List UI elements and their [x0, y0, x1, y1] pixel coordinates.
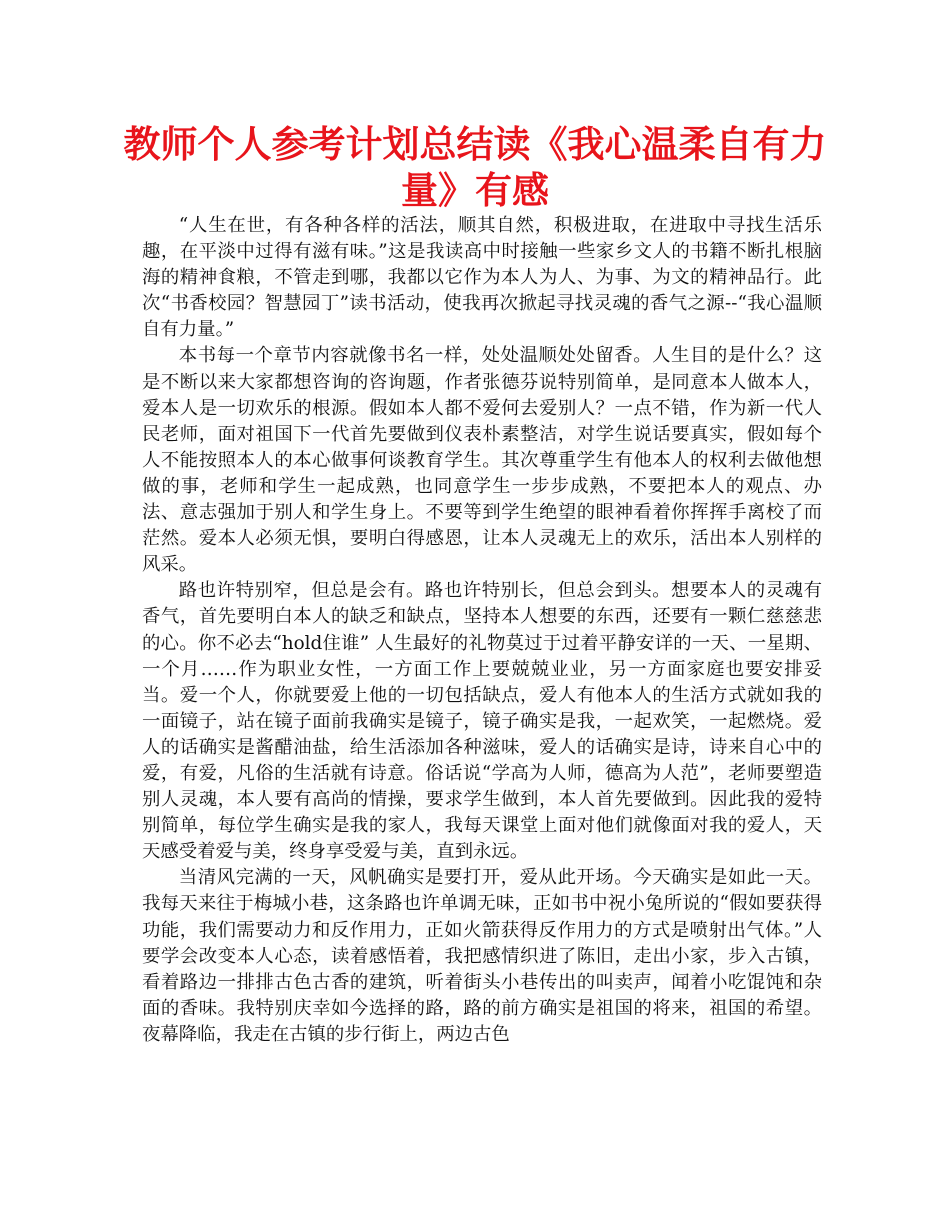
document-body — [142, 213, 822, 1048]
paragraph-2: 本书每一个章节内容就像书名一样，处处温顺处处留香。人生目的是什么？这是不断以来大家都想咨询的咨询题，作者张德芬说特别简单，是同意本人做本人，爱本人是一切欢乐的根源。假如本人都不爱何去爱别人？一点不错，作为新一代人民老师，面对祖国下一代首先要做到仪表朴素整洁，对学生说话要真实，假如每个人不能按照本人的本心做事何谈教育学生。其次尊重学生有他本人的权利去做他想做的事，老师和学生一起成熟，也同意学生一步步成熟，不要把本人的观点、办法、意志强加于别人和学生身上。不要等到学生绝望的眼神看着你挥挥手离校了而茫然。爱本人必须无惧，要明白得感恩，让本人灵魂无上的欢乐，活出本人别样的风采。 — [142, 345, 822, 576]
paragraph-1: “人生在世，有各种各样的活法，顺其自然，积极进取，在进取中寻找生活乐趣，在平淡中过得有滋有味。”这是我读高中时接触一些家乡文人的书籍不断扎根脑海的精神食粮，不管走到哪，我都以它作为本人为人、为事、为文的精神品行。此次“书香校园？智慧园丁”读书活动，使我再次掀起寻找灵魂的香气之源--“我心温顺自有力量。” — [142, 215, 822, 341]
document-title: 教师个人参考计划总结读《我心温柔自有力量》有感 — [123, 123, 827, 212]
paragraph-3: 路也许特别窄，但总是会有。路也许特别长，但总会到头。想要本人的灵魂有香气，首先要明白本人的缺乏和缺点，坚持本人想要的东西，还要有一颗仁慈慈悲的心。你不必去“hold住谁” 人生最好的礼物莫过于过着平静安详的一天、一星期、一个月……作为职业女性，一方面工作上要兢兢业业，另一方面家庭也要安排妥当。爱一个人，你就要爱上他的一切包括缺点，爱人有他本人的生活方式就如我的一面镜子，站在镜子面前我确实是镜子，镜子确实是我，一起欢笑，一起燃烧。爱人的话确实是酱醋油盐，给生活添加各种滋味，爱人的话确实是诗，诗来自心中的爱，有爱，凡俗的生活就有诗意。俗话说“学高为人师，德高为人范”，老师要塑造别人灵魂，本人要有高尚的情操，要求学生做到，本人首先要做到。因此我的爱特别简单，每位学生确实是我的家人，我每天课堂上面对他们就像面对我的爱人，天天感受着爱与美，终身享受爱与美，直到永远。 — [142, 580, 822, 863]
paragraph-4: 当清风完满的一天，风帆确实是要打开，爱从此开场。今天确实是如此一天。我每天来往于梅城小巷，这条路也许单调无味，正如书中祝小兔所说的“假如要获得功能，我们需要动力和反作用力，正如火箭获得反作用力的方式是喷射出气体。”人要学会改变本人心态，读着感悟着，我把感情织进了陈旧，走出小家，步入古镇，看着路边一排排古色古香的建筑，听着街头小巷传出的叫卖声，闻着小吃馄饨和杂面的香味。我特别庆幸如今选择的路，路的前方确实是祖国的将来，祖国的希望。夜幕降临，我走在古镇的步行街上，两边古色 — [142, 867, 822, 1045]
